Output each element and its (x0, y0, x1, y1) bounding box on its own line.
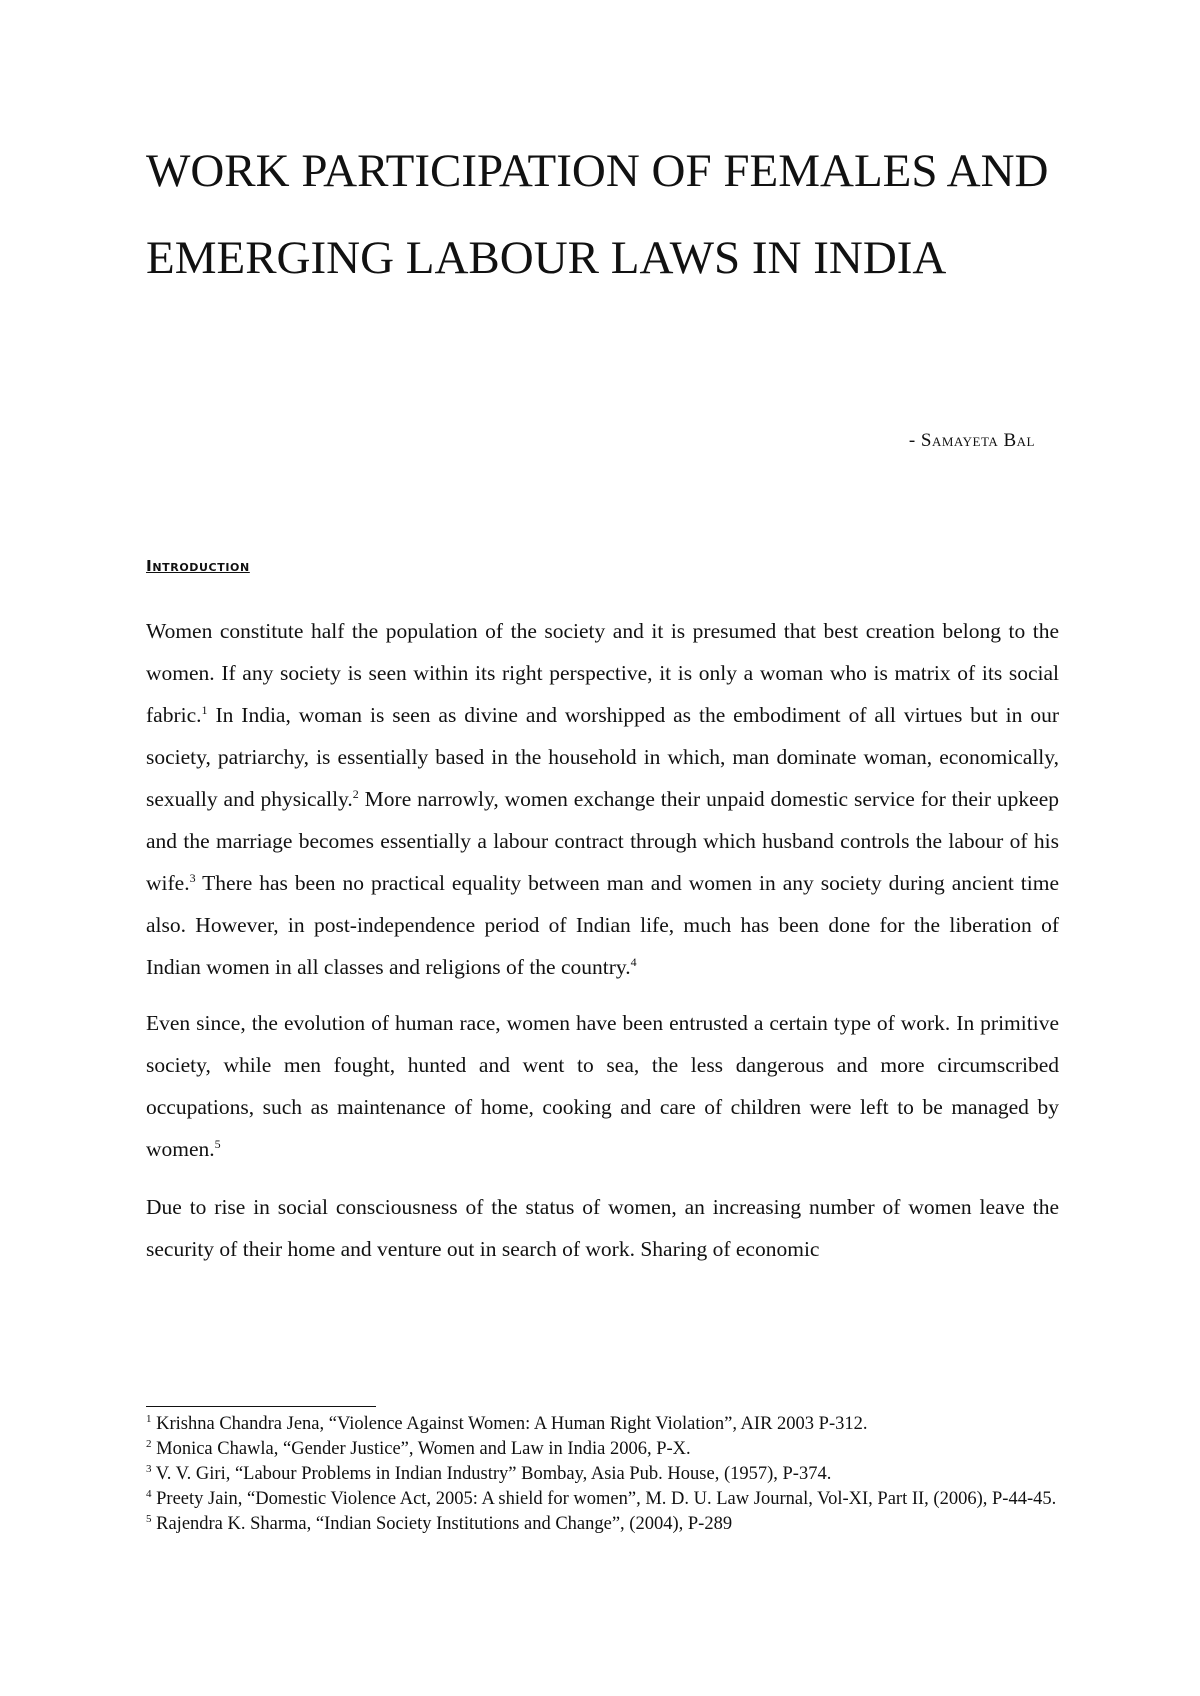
footnote-text: Rajendra K. Sharma, “Indian Society Institutions and Change”, (2004), P-289 (151, 1514, 733, 1534)
footnote-number: 5 (146, 1512, 152, 1525)
footnote-ref-1: 1 (201, 702, 208, 717)
footnote-ref-2: 2 (352, 786, 359, 801)
author-byline: - Samayeta Bal (908, 430, 1035, 451)
footnote-text: V. V. Giri, “Labour Problems in Indian Industry” Bombay, Asia Pub. House, (1957), P-374. (151, 1464, 832, 1484)
footnote-ref-4: 4 (630, 954, 637, 969)
footnote-ref-5: 5 (214, 1136, 221, 1151)
sentence: Women constitute half the population of the society and it is presumed that best creation belong to the women. If any society is seen within its right perspective, it is only a woman who is matrix of its social fabric. (146, 619, 1059, 727)
document-title: WORK PARTICIPATION OF FEMALES AND EMERGING LABOUR LAWS IN INDIA (146, 145, 1049, 284)
section-heading: Introduction (146, 557, 250, 575)
footnote-3 (146, 1462, 1059, 1487)
sentence: Even since, the evolution of human race, women have been entrusted a certain type of work. In primitive society, while men fought, hunted and went to sea, the less dangerous and more circumscribed occupations, such as maintenance of home, cooking and care of children were left to be managed by women. (146, 1011, 1059, 1161)
footnote-5 (146, 1512, 1059, 1537)
footnotes (146, 1412, 1059, 1537)
sentence: More narrowly, women exchange their unpaid domestic service for their upkeep and the marriage becomes essentially a labour contract through which husband controls the labour of his wife. (146, 787, 1060, 895)
footnote-2 (146, 1437, 1059, 1462)
paragraph-1 (146, 610, 1059, 988)
footnote-ref-3: 3 (189, 870, 196, 885)
footnote-text: Monica Chawla, “Gender Justice”, Women and Law in India 2006, P-X. (151, 1439, 691, 1459)
footnote-1 (146, 1412, 1059, 1437)
sentence: In India, woman is seen as divine and worshipped as the embodiment of all virtues but in our society, patriarchy, is essentially based in the household in which, man dominate woman, economically, sexually and physically. (146, 703, 1059, 811)
footnote-number: 2 (146, 1437, 152, 1450)
footnote-number: 3 (146, 1462, 152, 1475)
footnote-number: 1 (146, 1412, 152, 1425)
body-text (146, 610, 1059, 1286)
footnote-number: 4 (146, 1487, 152, 1500)
footnote-4 (146, 1487, 1059, 1512)
paragraph-2 (146, 1002, 1059, 1170)
sentence: There has been no practical equality between man and women in any society during ancient time also. However, in post-independence period of Indian life, much has been done for the liberation of Indian women in all classes and religions of the country. (146, 871, 1059, 979)
paragraph-3: Due to rise in social consciousness of the status of women, an increasing number of women leave the security of their home and venture out in search of work. Sharing of economic (146, 1195, 1059, 1261)
footnote-divider (146, 1406, 376, 1407)
footnote-text: Preety Jain, “Domestic Violence Act, 2005: A shield for women”, M. D. U. Law Journal, Vol-XI, Part II, (2006), P-44-45. (151, 1489, 1057, 1509)
footnote-text: Krishna Chandra Jena, “Violence Against Women: A Human Right Violation”, AIR 2003 P-312. (151, 1414, 868, 1434)
